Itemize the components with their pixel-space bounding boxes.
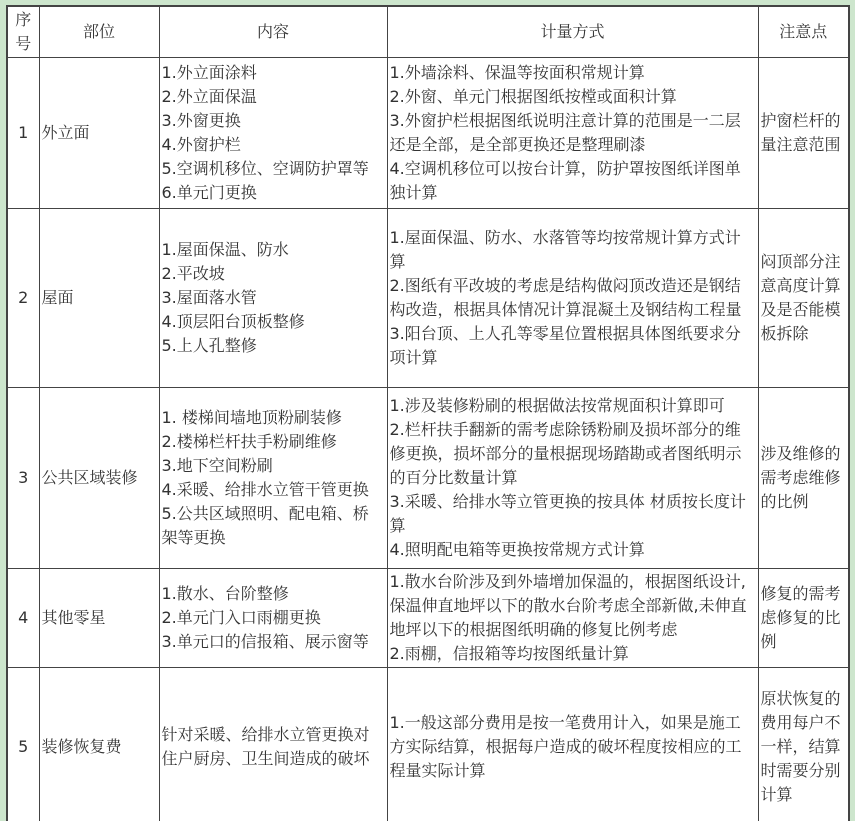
column-header-method: 计量方式 <box>387 6 758 58</box>
content-line: 1. 楼梯间墙地顶粉刷装修 <box>161 408 342 427</box>
content-line: 2.平改坡 <box>161 264 225 283</box>
content-line: 4.顶层阳台顶板整修 <box>161 312 305 331</box>
table-row <box>7 668 849 821</box>
method-line: 4.空调机移位可以按台计算，防护罩按图纸详图单独计算 <box>389 159 741 202</box>
content-line: 1.散水、台阶整修 <box>161 584 289 603</box>
content-line: 3.地下空间粉刷 <box>161 456 273 475</box>
method-line: 2.栏杆扶手翻新的需考虑除锈粉刷及损坏部分的维修更换，损坏部分的量根据现场踏勘或者图纸明示的百分比数量计算 <box>389 420 742 487</box>
content-cell <box>159 58 387 209</box>
method-line: 3.外窗护栏根据图纸说明注意计算的范围是一二层还是全部，是全部更换还是整理刷漆 <box>389 111 741 154</box>
row-number-cell: 2 <box>7 209 39 388</box>
part-cell: 屋面 <box>39 209 159 388</box>
part-cell: 其他零星 <box>39 569 159 668</box>
table-body <box>7 58 849 821</box>
table-row <box>7 569 849 668</box>
method-line: 1.屋面保温、防水、水落管等均按常规计算方式计算 <box>389 228 741 271</box>
method-cell <box>387 388 758 569</box>
method-line: 1.涉及装修粉刷的根据做法按常规面积计算即可 <box>389 396 725 415</box>
note-cell: 原状恢复的费用每户不一样，结算时需要分别计算 <box>758 668 849 821</box>
method-cell <box>387 569 758 668</box>
note-cell: 涉及维修的需考虑维修的比例 <box>758 388 849 569</box>
method-line: 3.采暖、给排水等立管更换的按具体 材质按长度计算 <box>389 492 746 535</box>
method-line: 2.雨棚，信报箱等均按图纸量计算 <box>389 644 629 663</box>
content-line: 5.上人孔整修 <box>161 336 257 355</box>
method-line: 3.阳台顶、上人孔等零星位置根据具体图纸要求分项计算 <box>389 324 741 367</box>
method-cell <box>387 209 758 388</box>
part-cell: 外立面 <box>39 58 159 209</box>
method-line: 1.一般这部分费用是按一笔费用计入，如果是施工方实际结算，根据每户造成的破坏程度按相应的工程量实际计算 <box>389 712 742 780</box>
content-line: 5.公共区域照明、配电箱、桥架等更换 <box>161 504 369 547</box>
column-header-no: 序号 <box>7 6 39 58</box>
content-line: 2.楼梯栏杆扶手粉刷维修 <box>161 432 337 451</box>
content-line: 针对采暖、给排水立管更换对住户厨房、卫生间造成的破坏 <box>161 724 370 768</box>
content-line: 4.采暖、给排水立管干管更换 <box>161 480 369 499</box>
method-cell <box>387 668 758 821</box>
content-line: 1.屋面保温、防水 <box>161 240 289 259</box>
content-line: 5.空调机移位、空调防护罩等 <box>161 159 369 178</box>
content-cell <box>159 388 387 569</box>
content-cell <box>159 569 387 668</box>
method-line: 1.外墙涂料、保温等按面积常规计算 <box>389 63 645 82</box>
column-header-note: 注意点 <box>758 6 849 58</box>
table-row <box>7 209 849 388</box>
content-line: 3.单元口的信报箱、展示窗等 <box>161 632 369 651</box>
content-line: 3.屋面落水管 <box>161 288 257 307</box>
header-row <box>7 6 849 58</box>
note-cell: 修复的需考虑修复的比例 <box>758 569 849 668</box>
content-line: 1.外立面涂料 <box>161 63 257 82</box>
table-header <box>7 6 849 58</box>
content-line: 2.单元门入口雨棚更换 <box>161 608 321 627</box>
method-line: 1.散水台阶涉及到外墙增加保温的，根据图纸设计,保温伸直地坪以下的散水台阶考虑全部新做,未伸直地坪以下的根据图纸明确的修复比例考虑 <box>389 572 747 639</box>
method-cell <box>387 58 758 209</box>
row-number-cell: 3 <box>7 388 39 569</box>
content-cell <box>159 668 387 821</box>
part-cell: 装修恢复费 <box>39 668 159 821</box>
method-line: 2.图纸有平改坡的考虑是结构做闷顶改造还是钢结构改造，根据具体情况计算混凝土及钢结构工程量 <box>389 276 742 319</box>
content-line: 6.单元门更换 <box>161 183 257 202</box>
row-number-cell: 1 <box>7 58 39 209</box>
column-header-content: 内容 <box>159 6 387 58</box>
note-cell: 闷顶部分注意高度计算及是否能模板拆除 <box>758 209 849 388</box>
content-line: 3.外窗更换 <box>161 111 241 130</box>
note-cell: 护窗栏杆的量注意范围 <box>758 58 849 209</box>
row-number-cell: 4 <box>7 569 39 668</box>
content-line: 2.外立面保温 <box>161 87 257 106</box>
content-line: 4.外窗护栏 <box>161 135 241 154</box>
method-line: 4.照明配电箱等更换按常规方式计算 <box>389 540 645 559</box>
part-cell: 公共区域装修 <box>39 388 159 569</box>
content-cell <box>159 209 387 388</box>
table-row <box>7 388 849 569</box>
row-number-cell: 5 <box>7 668 39 821</box>
measurement-spec-table <box>6 5 850 821</box>
column-header-part: 部位 <box>39 6 159 58</box>
method-line: 2.外窗、单元门根据图纸按樘或面积计算 <box>389 87 677 106</box>
table-row <box>7 58 849 209</box>
